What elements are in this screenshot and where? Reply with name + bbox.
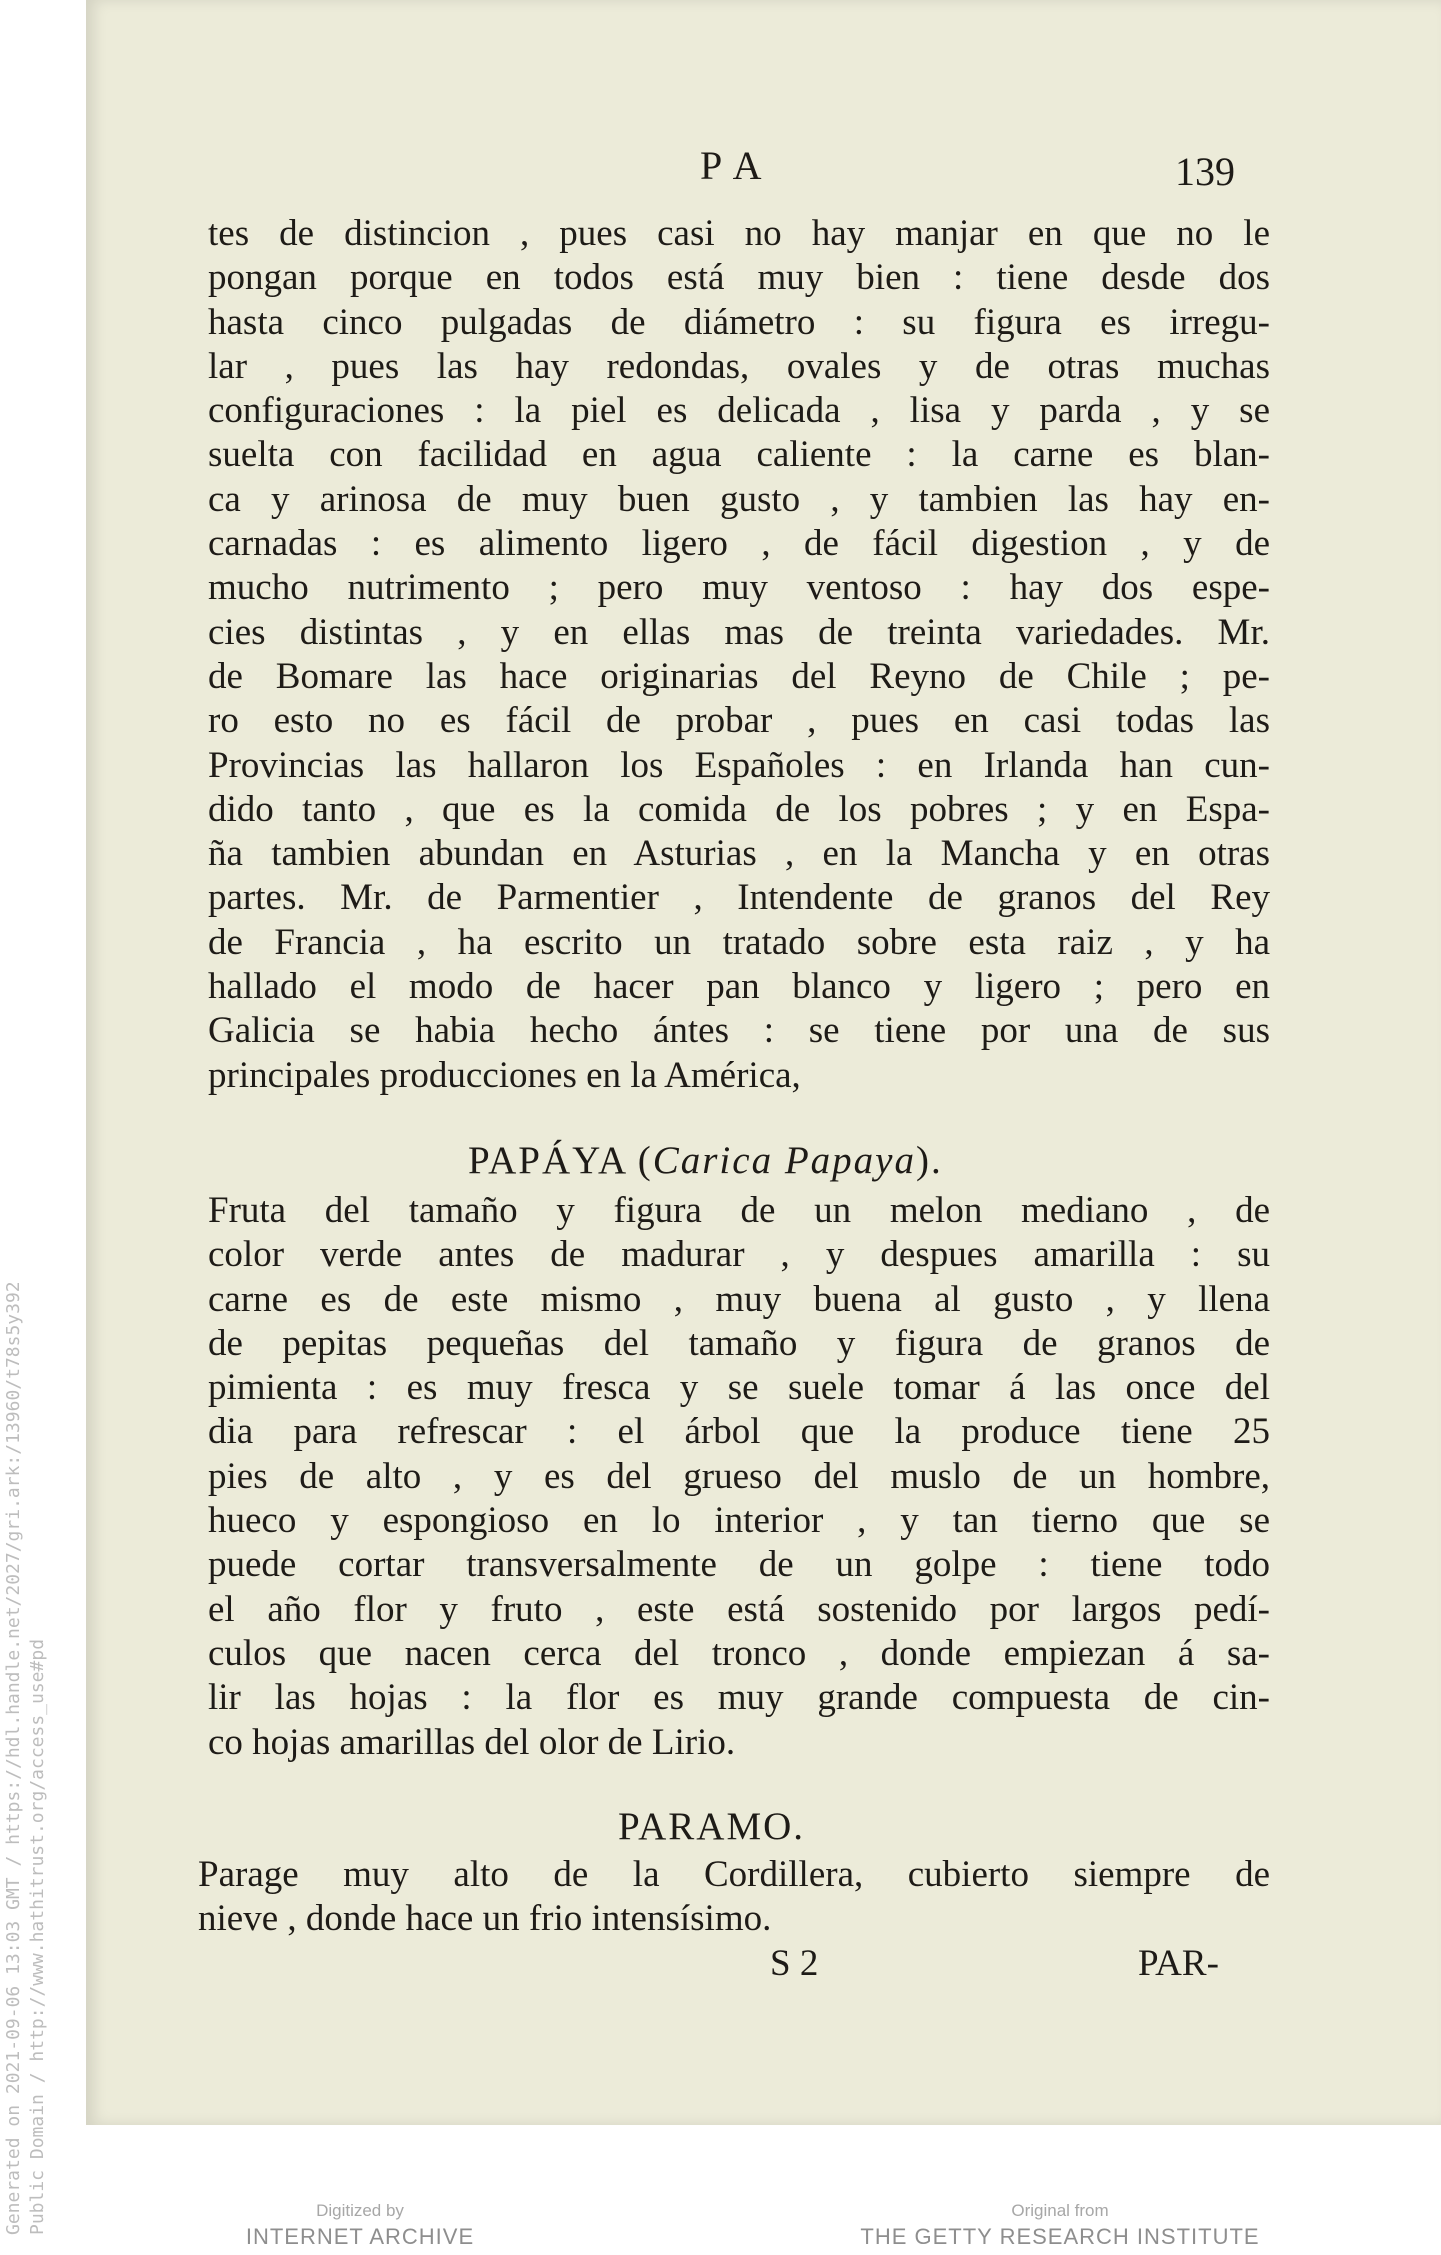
getty-label: THE GETTY RESEARCH INSTITUTE — [860, 2224, 1260, 2249]
heading-papaya-name: PAPÁYA ( — [468, 1139, 653, 1182]
text-line: Parage muy alto de la Cordillera, cubierto siempre de — [198, 1854, 1270, 1895]
text-line: carnadas : es alimento ligero , de fácil digestion , y de — [208, 523, 1270, 565]
text-line: culos que nacen cerca del tronco , donde empiezan á sa- — [208, 1632, 1270, 1674]
entry-heading-papaya — [468, 1138, 943, 1183]
text-line: mucho nutrimento ; pero muy ventoso : hay dos espe- — [208, 567, 1270, 609]
text-line: ca y arinosa de muy buen gusto , y tambien las hay en- — [208, 478, 1270, 520]
hathitrust-watermark — [2, 1281, 50, 2235]
text-line: hasta cinco pulgadas de diámetro : su figura es irregu- — [208, 301, 1270, 343]
text-line: ña tambien abundan en Asturias , en la Mancha y en otras — [208, 833, 1270, 875]
digitized-by-credit — [230, 2200, 490, 2252]
text-line: principales producciones en la América, — [208, 1054, 801, 1096]
text-line: hallado el modo de hacer pan blanco y ligero ; pero en — [208, 966, 1270, 1008]
text-line: color verde antes de madurar , y despues amarilla : su — [208, 1234, 1270, 1276]
signature-mark: S 2 — [770, 1943, 819, 1984]
page-number: 139 — [1175, 149, 1235, 194]
heading-papaya-close: ). — [915, 1139, 943, 1182]
text-line: configuraciones : la piel es delicada , lisa y parda , y se — [208, 390, 1270, 432]
text-line: carne es de este mismo , muy buena al gusto , y llena — [208, 1278, 1270, 1320]
text-line: Galicia se habia hecho ántes : se tiene por una de sus — [208, 1010, 1270, 1052]
text-line: ro esto no es fácil de probar , pues en casi todas las — [208, 700, 1270, 742]
text-line: tes de distincion , pues casi no hay manjar en que no le — [208, 213, 1270, 254]
text-line: hueco y espongioso en lo interior , y tan tierno que se — [208, 1500, 1270, 1542]
paragraph-paramo — [198, 1853, 1270, 1942]
original-from-label: Original from — [1011, 2201, 1109, 2220]
catchword: PAR- — [1138, 1943, 1219, 1984]
running-head: PA — [700, 143, 776, 188]
text-line: puede cortar transversalmente de un golpe : tiene todo — [208, 1544, 1270, 1586]
text-line: lar , pues las hay redondas, ovales y de otras muchas — [208, 345, 1270, 387]
text-line: dia para refrescar : el árbol que la produce tiene 25 — [208, 1411, 1270, 1453]
text-line: de Francia , ha escrito un tratado sobre esta raiz , y ha — [208, 921, 1270, 963]
text-line: Provincias las hallaron los Españoles : en Irlanda han cun- — [208, 744, 1270, 786]
internet-archive-label: INTERNET ARCHIVE — [245, 2224, 475, 2249]
text-line: pongan porque en todos está muy bien : tiene desde dos — [208, 257, 1270, 299]
text-line: el año flor y fruto , este está sostenido por largos pedí- — [208, 1588, 1270, 1630]
digitized-by-label: Digitized by — [316, 2201, 404, 2220]
text-line: lir las hojas : la flor es muy grande compuesta de cin- — [208, 1677, 1270, 1719]
text-line: Fruta del tamaño y figura de un melon mediano , de — [208, 1190, 1270, 1231]
text-line: cies distintas , y en ellas mas de treinta variedades. Mr. — [208, 611, 1270, 653]
text-line: suelta con facilidad en agua caliente : la carne es blan- — [208, 434, 1270, 476]
original-from-credit — [860, 2200, 1260, 2252]
text-line: de Bomare las hace originarias del Reyno de Chile ; pe- — [208, 655, 1270, 697]
text-line: nieve , donde hace un frio intensísimo. — [198, 1898, 772, 1940]
text-line: pimienta : es muy fresca y se suele tomar á las once del — [208, 1367, 1270, 1409]
watermark-line-2: Public Domain / http://www.hathitrust.org/access_use#pd — [27, 1638, 48, 2235]
text-line: de pepitas pequeñas del tamaño y figura de granos de — [208, 1322, 1270, 1364]
paragraph-papaya — [208, 1189, 1270, 1765]
watermark-line-1: Generated on 2021-09-06 13:03 GMT / https://hdl.handle.net/2027/gri.ark:/13960/t78s5y392 — [3, 1281, 24, 2235]
heading-papaya-latin: Carica Papaya — [652, 1139, 916, 1182]
text-line: partes. Mr. de Parmentier , Intendente de granos del Rey — [208, 877, 1270, 919]
text-line: co hojas amarillas del olor de Lirio. — [208, 1721, 736, 1763]
text-line: dido tanto , que es la comida de los pobres ; y en Espa- — [208, 788, 1270, 830]
text-line: pies de alto , y es del grueso del muslo de un hombre, — [208, 1455, 1270, 1497]
entry-heading-paramo: PARAMO. — [618, 1805, 806, 1848]
paragraph-patatas — [208, 212, 1270, 1098]
